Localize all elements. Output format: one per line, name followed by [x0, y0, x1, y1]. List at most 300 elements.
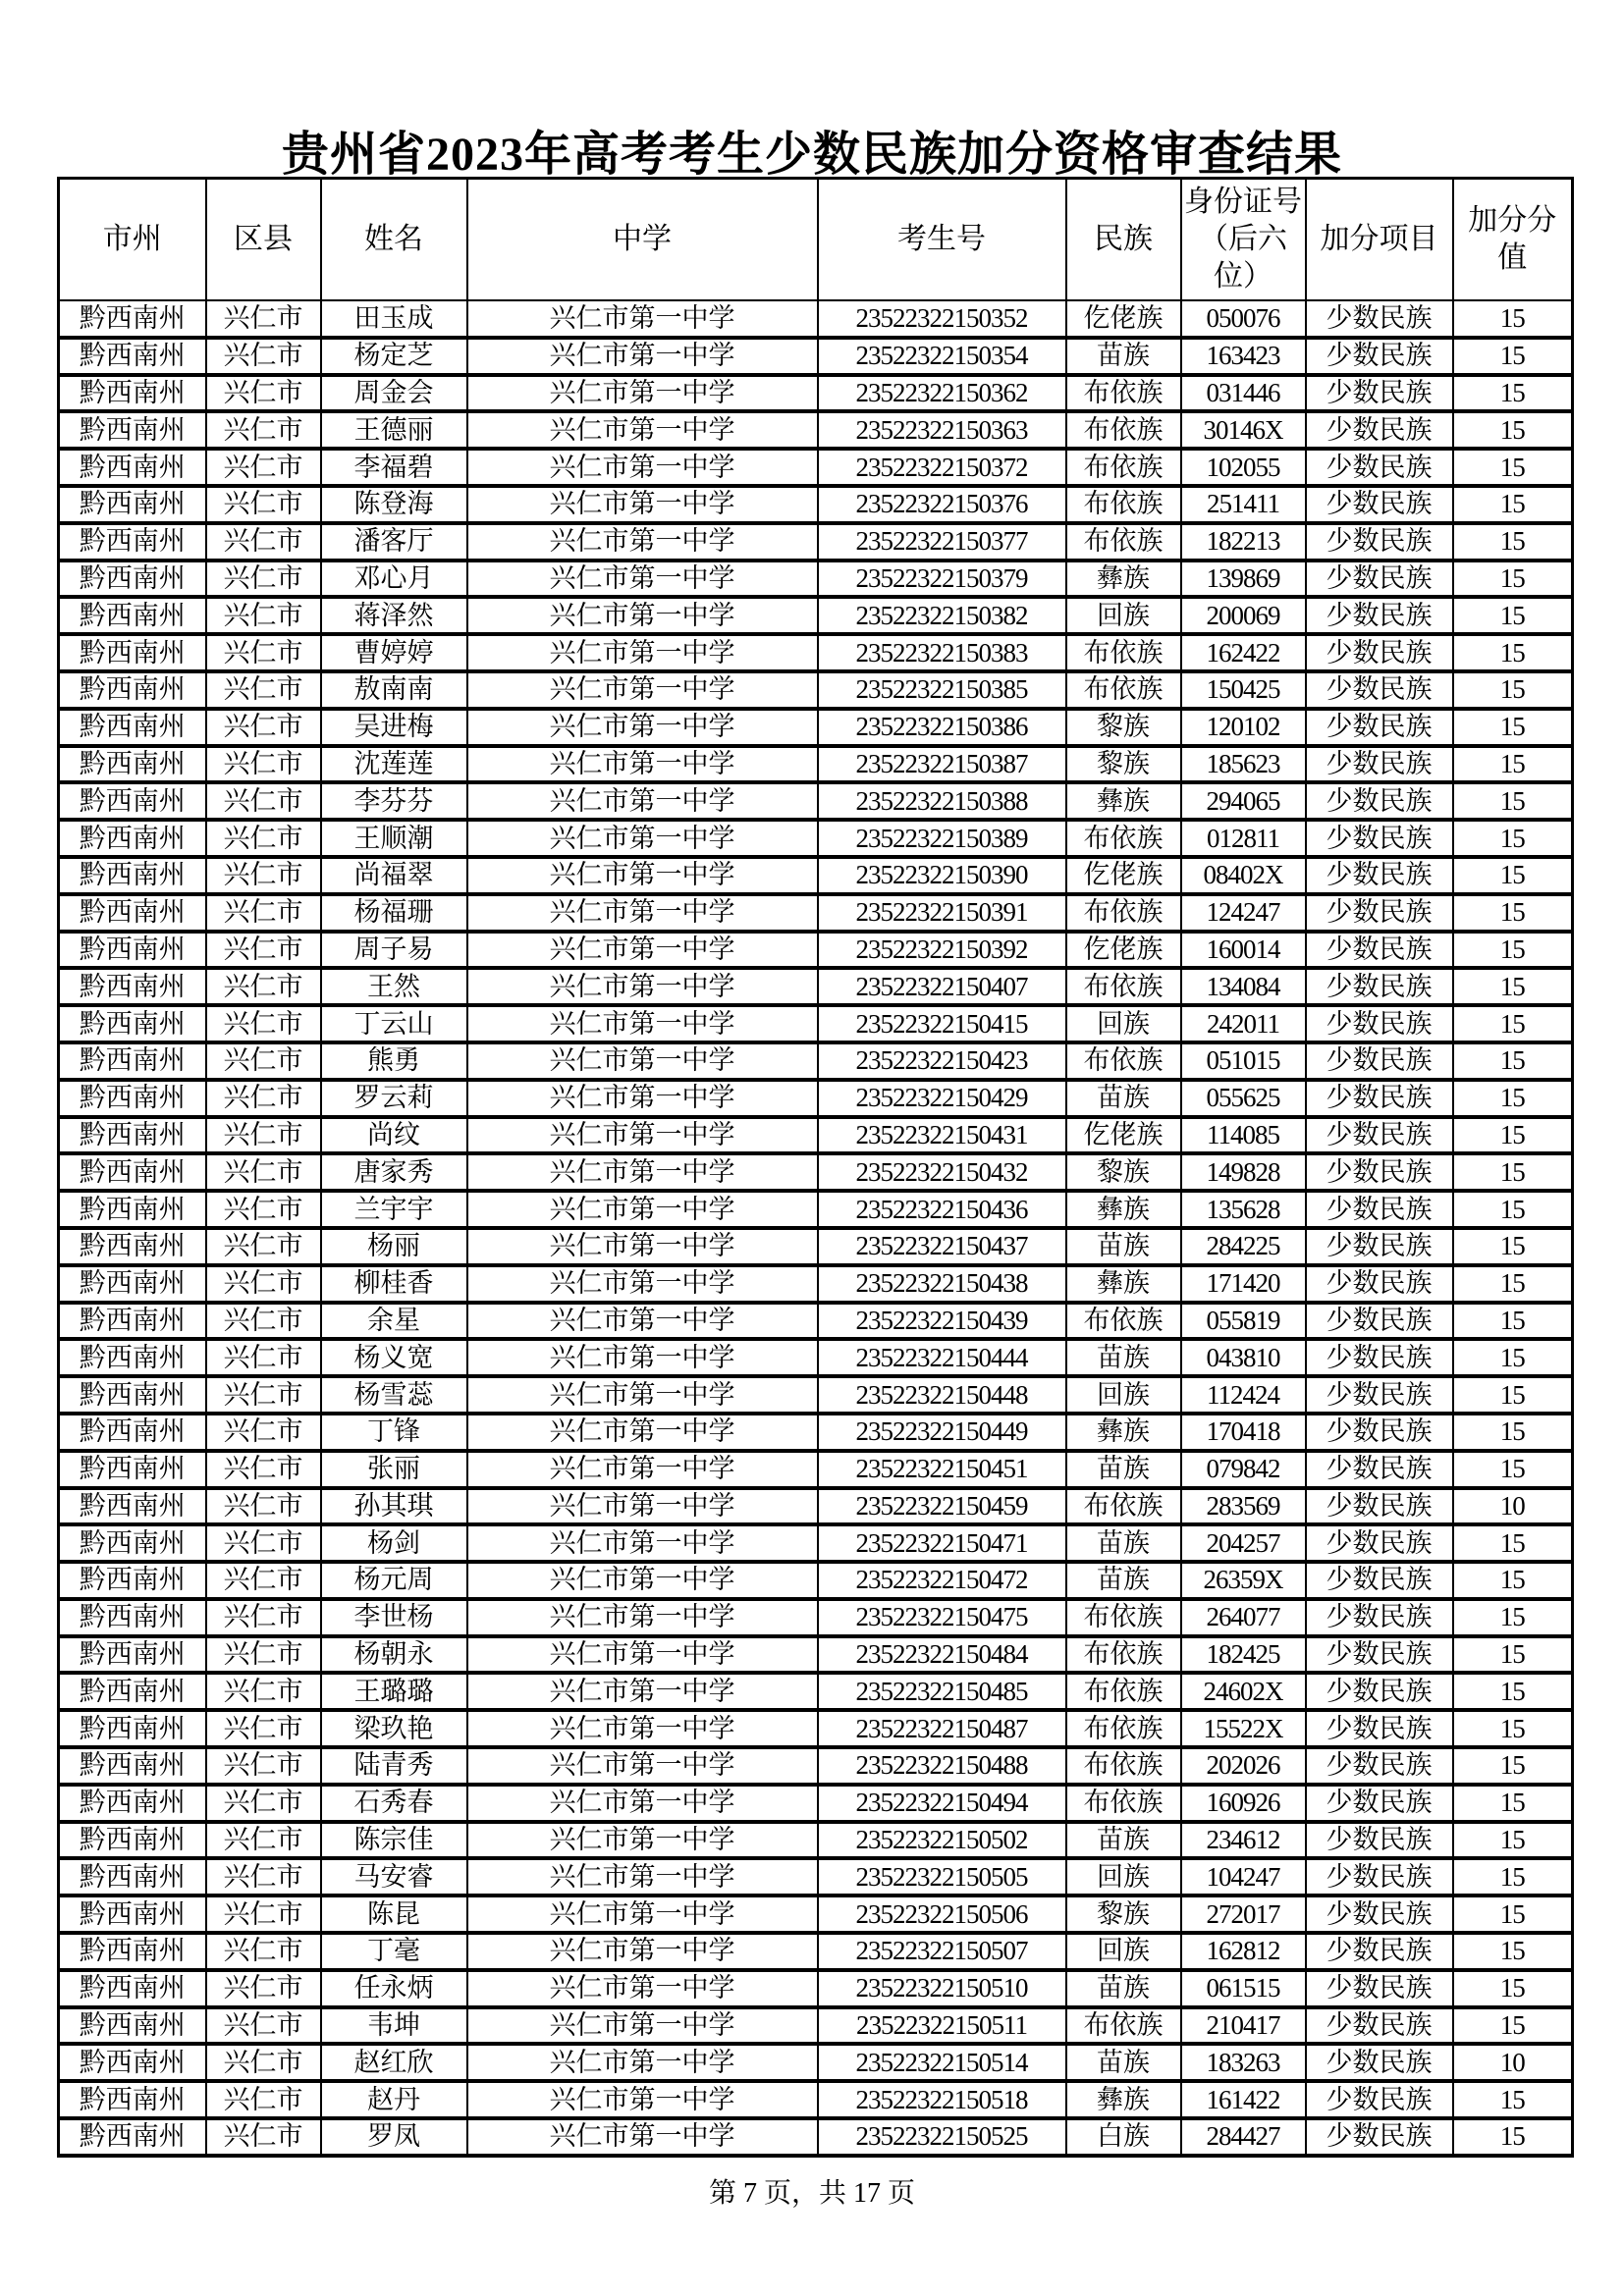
cell-school: 兴仁市第一中学 — [467, 746, 818, 783]
cell-exam-number: 23522322150459 — [818, 1488, 1066, 1525]
cell-city: 黔西南州 — [59, 1858, 206, 1896]
cell-bonus-value: 15 — [1453, 894, 1573, 932]
table-row — [59, 1970, 1573, 2007]
cell-city: 黔西南州 — [59, 300, 206, 338]
cell-school: 兴仁市第一中学 — [467, 561, 818, 598]
table-row — [59, 1191, 1573, 1228]
cell-name: 曹婷婷 — [321, 634, 467, 671]
cell-bonus-value: 15 — [1453, 1303, 1573, 1340]
cell-id-last-six: 183263 — [1181, 2044, 1306, 2081]
cell-city: 黔西南州 — [59, 486, 206, 523]
cell-county: 兴仁市 — [206, 746, 321, 783]
cell-id-last-six: 079842 — [1181, 1451, 1306, 1488]
cell-city: 黔西南州 — [59, 1785, 206, 1822]
cell-ethnicity: 布依族 — [1066, 1042, 1181, 1080]
cell-ethnicity: 彝族 — [1066, 561, 1181, 598]
table-row — [59, 1488, 1573, 1525]
cell-exam-number: 23522322150437 — [818, 1228, 1066, 1265]
header-bonus-value: 加分分值 — [1453, 179, 1573, 301]
cell-name: 石秀春 — [321, 1785, 467, 1822]
cell-bonus-value: 15 — [1453, 1933, 1573, 1970]
cell-city: 黔西南州 — [59, 1042, 206, 1080]
cell-exam-number: 23522322150387 — [818, 746, 1066, 783]
table-row — [59, 2044, 1573, 2081]
cell-bonus-item: 少数民族 — [1306, 2044, 1453, 2081]
cell-ethnicity: 布依族 — [1066, 375, 1181, 412]
cell-bonus-item: 少数民族 — [1306, 894, 1453, 932]
table-row — [59, 1747, 1573, 1785]
cell-ethnicity: 布依族 — [1066, 1636, 1181, 1674]
cell-city: 黔西南州 — [59, 561, 206, 598]
cell-name: 周子易 — [321, 932, 467, 969]
cell-name: 孙其琪 — [321, 1488, 467, 1525]
cell-exam-number: 23522322150475 — [818, 1599, 1066, 1636]
cell-school: 兴仁市第一中学 — [467, 1858, 818, 1896]
cell-id-last-six: 112424 — [1181, 1376, 1306, 1414]
cell-city: 黔西南州 — [59, 671, 206, 709]
cell-school: 兴仁市第一中学 — [467, 671, 818, 709]
table-row — [59, 634, 1573, 671]
cell-county: 兴仁市 — [206, 1376, 321, 1414]
cell-bonus-value: 15 — [1453, 1080, 1573, 1117]
cell-bonus-value: 15 — [1453, 709, 1573, 746]
cell-bonus-value: 15 — [1453, 338, 1573, 375]
cell-bonus-value: 15 — [1453, 1747, 1573, 1785]
cell-exam-number: 23522322150390 — [818, 857, 1066, 894]
table-row — [59, 1599, 1573, 1636]
cell-exam-number: 23522322150386 — [818, 709, 1066, 746]
cell-county: 兴仁市 — [206, 894, 321, 932]
cell-exam-number: 23522322150506 — [818, 1896, 1066, 1933]
cell-id-last-six: 163423 — [1181, 338, 1306, 375]
cell-county: 兴仁市 — [206, 1153, 321, 1191]
cell-exam-number: 23522322150352 — [818, 300, 1066, 338]
cell-school: 兴仁市第一中学 — [467, 1710, 818, 1747]
cell-name: 邓心月 — [321, 561, 467, 598]
cell-name: 陈宗佳 — [321, 1822, 467, 1859]
cell-bonus-item: 少数民族 — [1306, 375, 1453, 412]
cell-county: 兴仁市 — [206, 1858, 321, 1896]
cell-county: 兴仁市 — [206, 1265, 321, 1303]
cell-exam-number: 23522322150518 — [818, 2081, 1066, 2118]
cell-school: 兴仁市第一中学 — [467, 709, 818, 746]
cell-bonus-item: 少数民族 — [1306, 1636, 1453, 1674]
page-title: 贵州省2023年高考考生少数民族加分资格审查结果 — [281, 129, 1342, 181]
cell-bonus-item: 少数民族 — [1306, 486, 1453, 523]
cell-exam-number: 23522322150377 — [818, 523, 1066, 561]
cell-bonus-value: 15 — [1453, 671, 1573, 709]
cell-school: 兴仁市第一中学 — [467, 2081, 818, 2118]
cell-county: 兴仁市 — [206, 486, 321, 523]
cell-school: 兴仁市第一中学 — [467, 2118, 818, 2156]
cell-name: 兰宇宇 — [321, 1191, 467, 1228]
cell-name: 任永炳 — [321, 1970, 467, 2007]
table-header-row — [59, 179, 1573, 301]
cell-name: 周金会 — [321, 375, 467, 412]
cell-exam-number: 23522322150484 — [818, 1636, 1066, 1674]
cell-bonus-item: 少数民族 — [1306, 1191, 1453, 1228]
header-county: 区县 — [206, 179, 321, 301]
cell-exam-number: 23522322150363 — [818, 411, 1066, 449]
cell-bonus-item: 少数民族 — [1306, 820, 1453, 857]
cell-id-last-six: 139869 — [1181, 561, 1306, 598]
cell-city: 黔西南州 — [59, 1822, 206, 1859]
cell-name: 丁锋 — [321, 1414, 467, 1451]
cell-school: 兴仁市第一中学 — [467, 411, 818, 449]
cell-bonus-item: 少数民族 — [1306, 1228, 1453, 1265]
cell-bonus-value: 15 — [1453, 857, 1573, 894]
cell-name: 罗云莉 — [321, 1080, 467, 1117]
cell-bonus-item: 少数民族 — [1306, 746, 1453, 783]
cell-bonus-item: 少数民族 — [1306, 1858, 1453, 1896]
cell-county: 兴仁市 — [206, 1191, 321, 1228]
cell-county: 兴仁市 — [206, 1636, 321, 1674]
cell-county: 兴仁市 — [206, 1933, 321, 1970]
cell-ethnicity: 布依族 — [1066, 1785, 1181, 1822]
cell-bonus-item: 少数民族 — [1306, 968, 1453, 1005]
cell-bonus-value: 15 — [1453, 634, 1573, 671]
cell-school: 兴仁市第一中学 — [467, 782, 818, 820]
cell-name: 杨朝永 — [321, 1636, 467, 1674]
cell-ethnicity: 彝族 — [1066, 1191, 1181, 1228]
cell-ethnicity: 彝族 — [1066, 1265, 1181, 1303]
cell-bonus-item: 少数民族 — [1306, 300, 1453, 338]
cell-bonus-item: 少数民族 — [1306, 1414, 1453, 1451]
cell-exam-number: 23522322150415 — [818, 1005, 1066, 1042]
cell-name: 杨丽 — [321, 1228, 467, 1265]
cell-id-last-six: 202026 — [1181, 1747, 1306, 1785]
cell-city: 黔西南州 — [59, 1228, 206, 1265]
cell-bonus-item: 少数民族 — [1306, 1303, 1453, 1340]
cell-id-last-six: 102055 — [1181, 449, 1306, 486]
cell-city: 黔西南州 — [59, 968, 206, 1005]
cell-bonus-item: 少数民族 — [1306, 1896, 1453, 1933]
cell-name: 唐家秀 — [321, 1153, 467, 1191]
cell-school: 兴仁市第一中学 — [467, 1414, 818, 1451]
cell-bonus-value: 10 — [1453, 2044, 1573, 2081]
cell-county: 兴仁市 — [206, 932, 321, 969]
cell-school: 兴仁市第一中学 — [467, 523, 818, 561]
table-row — [59, 932, 1573, 969]
cell-school: 兴仁市第一中学 — [467, 2007, 818, 2045]
cell-bonus-item: 少数民族 — [1306, 1747, 1453, 1785]
cell-ethnicity: 苗族 — [1066, 2044, 1181, 2081]
cell-ethnicity: 苗族 — [1066, 1228, 1181, 1265]
cell-county: 兴仁市 — [206, 561, 321, 598]
cell-ethnicity: 苗族 — [1066, 1451, 1181, 1488]
cell-county: 兴仁市 — [206, 1747, 321, 1785]
cell-city: 黔西南州 — [59, 411, 206, 449]
cell-exam-number: 23522322150362 — [818, 375, 1066, 412]
cell-exam-number: 23522322150488 — [818, 1747, 1066, 1785]
cell-id-last-six: 120102 — [1181, 709, 1306, 746]
cell-school: 兴仁市第一中学 — [467, 1896, 818, 1933]
cell-bonus-value: 15 — [1453, 968, 1573, 1005]
cell-school: 兴仁市第一中学 — [467, 1785, 818, 1822]
cell-bonus-value: 15 — [1453, 1005, 1573, 1042]
cell-county: 兴仁市 — [206, 300, 321, 338]
cell-bonus-value: 15 — [1453, 2081, 1573, 2118]
cell-bonus-item: 少数民族 — [1306, 523, 1453, 561]
cell-exam-number: 23522322150431 — [818, 1117, 1066, 1154]
cell-bonus-item: 少数民族 — [1306, 932, 1453, 969]
cell-bonus-item: 少数民族 — [1306, 1376, 1453, 1414]
cell-bonus-value: 15 — [1453, 375, 1573, 412]
cell-city: 黔西南州 — [59, 894, 206, 932]
cell-id-last-six: 043810 — [1181, 1339, 1306, 1376]
header-name: 姓名 — [321, 179, 467, 301]
cell-bonus-value: 15 — [1453, 1376, 1573, 1414]
cell-ethnicity: 布依族 — [1066, 1673, 1181, 1710]
cell-bonus-item: 少数民族 — [1306, 1673, 1453, 1710]
cell-id-last-six: 161422 — [1181, 2081, 1306, 2118]
table-row — [59, 1673, 1573, 1710]
cell-ethnicity: 苗族 — [1066, 338, 1181, 375]
cell-school: 兴仁市第一中学 — [467, 449, 818, 486]
cell-id-last-six: 30146X — [1181, 411, 1306, 449]
table-row — [59, 1339, 1573, 1376]
table-row — [59, 857, 1573, 894]
table-row — [59, 1822, 1573, 1859]
cell-bonus-item: 少数民族 — [1306, 1970, 1453, 2007]
cell-name: 杨福珊 — [321, 894, 467, 932]
table-row — [59, 338, 1573, 375]
cell-ethnicity: 布依族 — [1066, 449, 1181, 486]
cell-bonus-item: 少数民族 — [1306, 2118, 1453, 2156]
table-row — [59, 1005, 1573, 1042]
cell-county: 兴仁市 — [206, 1005, 321, 1042]
cell-exam-number: 23522322150494 — [818, 1785, 1066, 1822]
cell-county: 兴仁市 — [206, 634, 321, 671]
cell-name: 李世杨 — [321, 1599, 467, 1636]
cell-ethnicity: 苗族 — [1066, 1562, 1181, 1599]
cell-id-last-six: 055819 — [1181, 1303, 1306, 1340]
cell-ethnicity: 回族 — [1066, 1376, 1181, 1414]
cell-id-last-six: 149828 — [1181, 1153, 1306, 1191]
header-bonus-item: 加分项目 — [1306, 179, 1453, 301]
cell-name: 丁毫 — [321, 1933, 467, 1970]
cell-id-last-six: 171420 — [1181, 1265, 1306, 1303]
cell-school: 兴仁市第一中学 — [467, 1562, 818, 1599]
cell-id-last-six: 182425 — [1181, 1636, 1306, 1674]
cell-bonus-item: 少数民族 — [1306, 1710, 1453, 1747]
cell-ethnicity: 苗族 — [1066, 1524, 1181, 1562]
table-row — [59, 375, 1573, 412]
cell-county: 兴仁市 — [206, 1042, 321, 1080]
cell-exam-number: 23522322150379 — [818, 561, 1066, 598]
cell-exam-number: 23522322150407 — [818, 968, 1066, 1005]
cell-school: 兴仁市第一中学 — [467, 1191, 818, 1228]
cell-school: 兴仁市第一中学 — [467, 1339, 818, 1376]
cell-name: 尚福翠 — [321, 857, 467, 894]
header-exam-number: 考生号 — [818, 179, 1066, 301]
header-city: 市州 — [59, 179, 206, 301]
cell-id-last-six: 264077 — [1181, 1599, 1306, 1636]
cell-ethnicity: 仡佬族 — [1066, 932, 1181, 969]
cell-city: 黔西南州 — [59, 1117, 206, 1154]
cell-bonus-value: 15 — [1453, 1117, 1573, 1154]
table-row — [59, 2007, 1573, 2045]
cell-bonus-value: 15 — [1453, 1451, 1573, 1488]
cell-exam-number: 23522322150439 — [818, 1303, 1066, 1340]
cell-name: 赵丹 — [321, 2081, 467, 2118]
cell-school: 兴仁市第一中学 — [467, 1265, 818, 1303]
cell-bonus-item: 少数民族 — [1306, 597, 1453, 634]
cell-county: 兴仁市 — [206, 1822, 321, 1859]
cell-city: 黔西南州 — [59, 820, 206, 857]
cell-county: 兴仁市 — [206, 2118, 321, 2156]
cell-name: 沈莲莲 — [321, 746, 467, 783]
cell-bonus-value: 15 — [1453, 486, 1573, 523]
cell-city: 黔西南州 — [59, 2007, 206, 2045]
cell-id-last-six: 26359X — [1181, 1562, 1306, 1599]
cell-bonus-item: 少数民族 — [1306, 857, 1453, 894]
cell-county: 兴仁市 — [206, 671, 321, 709]
cell-exam-number: 23522322150507 — [818, 1933, 1066, 1970]
cell-bonus-value: 10 — [1453, 1488, 1573, 1525]
cell-id-last-six: 185623 — [1181, 746, 1306, 783]
cell-city: 黔西南州 — [59, 1970, 206, 2007]
cell-ethnicity: 仡佬族 — [1066, 300, 1181, 338]
cell-name: 陈登海 — [321, 486, 467, 523]
cell-school: 兴仁市第一中学 — [467, 1005, 818, 1042]
cell-county: 兴仁市 — [206, 1488, 321, 1525]
cell-school: 兴仁市第一中学 — [467, 1153, 818, 1191]
cell-city: 黔西南州 — [59, 2044, 206, 2081]
cell-ethnicity: 彝族 — [1066, 782, 1181, 820]
cell-exam-number: 23522322150510 — [818, 1970, 1066, 2007]
cell-name: 杨剑 — [321, 1524, 467, 1562]
cell-ethnicity: 黎族 — [1066, 709, 1181, 746]
cell-bonus-item: 少数民族 — [1306, 1005, 1453, 1042]
cell-bonus-item: 少数民族 — [1306, 1042, 1453, 1080]
cell-county: 兴仁市 — [206, 523, 321, 561]
cell-ethnicity: 苗族 — [1066, 1080, 1181, 1117]
cell-exam-number: 23522322150485 — [818, 1673, 1066, 1710]
cell-city: 黔西南州 — [59, 1747, 206, 1785]
cell-bonus-value: 15 — [1453, 1414, 1573, 1451]
cell-bonus-item: 少数民族 — [1306, 782, 1453, 820]
cell-bonus-item: 少数民族 — [1306, 2081, 1453, 2118]
table-row — [59, 1265, 1573, 1303]
cell-ethnicity: 苗族 — [1066, 1339, 1181, 1376]
cell-city: 黔西南州 — [59, 597, 206, 634]
cell-id-last-six: 162422 — [1181, 634, 1306, 671]
cell-id-last-six: 204257 — [1181, 1524, 1306, 1562]
cell-city: 黔西南州 — [59, 746, 206, 783]
cell-exam-number: 23522322150376 — [818, 486, 1066, 523]
cell-id-last-six: 242011 — [1181, 1005, 1306, 1042]
cell-id-last-six: 234612 — [1181, 1822, 1306, 1859]
cell-id-last-six: 200069 — [1181, 597, 1306, 634]
cell-name: 王德丽 — [321, 411, 467, 449]
cell-city: 黔西南州 — [59, 634, 206, 671]
cell-city: 黔西南州 — [59, 1414, 206, 1451]
cell-id-last-six: 124247 — [1181, 894, 1306, 932]
cell-id-last-six: 061515 — [1181, 1970, 1306, 2007]
cell-ethnicity: 仡佬族 — [1066, 1117, 1181, 1154]
cell-bonus-value: 15 — [1453, 1524, 1573, 1562]
cell-bonus-item: 少数民族 — [1306, 1822, 1453, 1859]
cell-city: 黔西南州 — [59, 2118, 206, 2156]
cell-exam-number: 23522322150382 — [818, 597, 1066, 634]
cell-exam-number: 23522322150385 — [818, 671, 1066, 709]
cell-bonus-value: 15 — [1453, 1822, 1573, 1859]
table-row — [59, 2118, 1573, 2156]
cell-school: 兴仁市第一中学 — [467, 1376, 818, 1414]
table-row — [59, 411, 1573, 449]
cell-bonus-value: 15 — [1453, 1896, 1573, 1933]
cell-ethnicity: 布依族 — [1066, 1599, 1181, 1636]
table-row — [59, 523, 1573, 561]
cell-ethnicity: 布依族 — [1066, 968, 1181, 1005]
cell-ethnicity: 布依族 — [1066, 411, 1181, 449]
cell-bonus-value: 15 — [1453, 1153, 1573, 1191]
cell-id-last-six: 162812 — [1181, 1933, 1306, 1970]
cell-school: 兴仁市第一中学 — [467, 857, 818, 894]
cell-school: 兴仁市第一中学 — [467, 1673, 818, 1710]
table-row — [59, 1376, 1573, 1414]
cell-bonus-item: 少数民族 — [1306, 1785, 1453, 1822]
cell-school: 兴仁市第一中学 — [467, 1303, 818, 1340]
cell-id-last-six: 08402X — [1181, 857, 1306, 894]
cell-ethnicity: 彝族 — [1066, 1414, 1181, 1451]
cell-ethnicity: 黎族 — [1066, 1896, 1181, 1933]
cell-county: 兴仁市 — [206, 2081, 321, 2118]
cell-exam-number: 23522322150471 — [818, 1524, 1066, 1562]
cell-exam-number: 23522322150432 — [818, 1153, 1066, 1191]
cell-city: 黔西南州 — [59, 932, 206, 969]
cell-county: 兴仁市 — [206, 1673, 321, 1710]
cell-name: 马安睿 — [321, 1858, 467, 1896]
table-row — [59, 1042, 1573, 1080]
cell-exam-number: 23522322150444 — [818, 1339, 1066, 1376]
table-row — [59, 894, 1573, 932]
cell-exam-number: 23522322150354 — [818, 338, 1066, 375]
cell-bonus-value: 15 — [1453, 1562, 1573, 1599]
table-row — [59, 597, 1573, 634]
cell-city: 黔西南州 — [59, 1636, 206, 1674]
cell-city: 黔西南州 — [59, 1524, 206, 1562]
cell-name: 李福碧 — [321, 449, 467, 486]
table-row — [59, 1562, 1573, 1599]
cell-exam-number: 23522322150451 — [818, 1451, 1066, 1488]
cell-county: 兴仁市 — [206, 1896, 321, 1933]
cell-county: 兴仁市 — [206, 2007, 321, 2045]
cell-city: 黔西南州 — [59, 709, 206, 746]
cell-bonus-value: 15 — [1453, 2007, 1573, 2045]
cell-city: 黔西南州 — [59, 1710, 206, 1747]
cell-school: 兴仁市第一中学 — [467, 1970, 818, 2007]
cell-bonus-item: 少数民族 — [1306, 1488, 1453, 1525]
cell-ethnicity: 回族 — [1066, 597, 1181, 634]
cell-name: 敖南南 — [321, 671, 467, 709]
cell-city: 黔西南州 — [59, 1265, 206, 1303]
cell-bonus-item: 少数民族 — [1306, 634, 1453, 671]
table-row — [59, 709, 1573, 746]
cell-school: 兴仁市第一中学 — [467, 1747, 818, 1785]
cell-city: 黔西南州 — [59, 1933, 206, 1970]
table-row — [59, 1933, 1573, 1970]
cell-ethnicity: 苗族 — [1066, 1970, 1181, 2007]
cell-bonus-item: 少数民族 — [1306, 1562, 1453, 1599]
cell-bonus-value: 15 — [1453, 1710, 1573, 1747]
cell-city: 黔西南州 — [59, 1673, 206, 1710]
cell-bonus-item: 少数民族 — [1306, 1339, 1453, 1376]
cell-school: 兴仁市第一中学 — [467, 1080, 818, 1117]
cell-county: 兴仁市 — [206, 857, 321, 894]
cell-name: 王然 — [321, 968, 467, 1005]
